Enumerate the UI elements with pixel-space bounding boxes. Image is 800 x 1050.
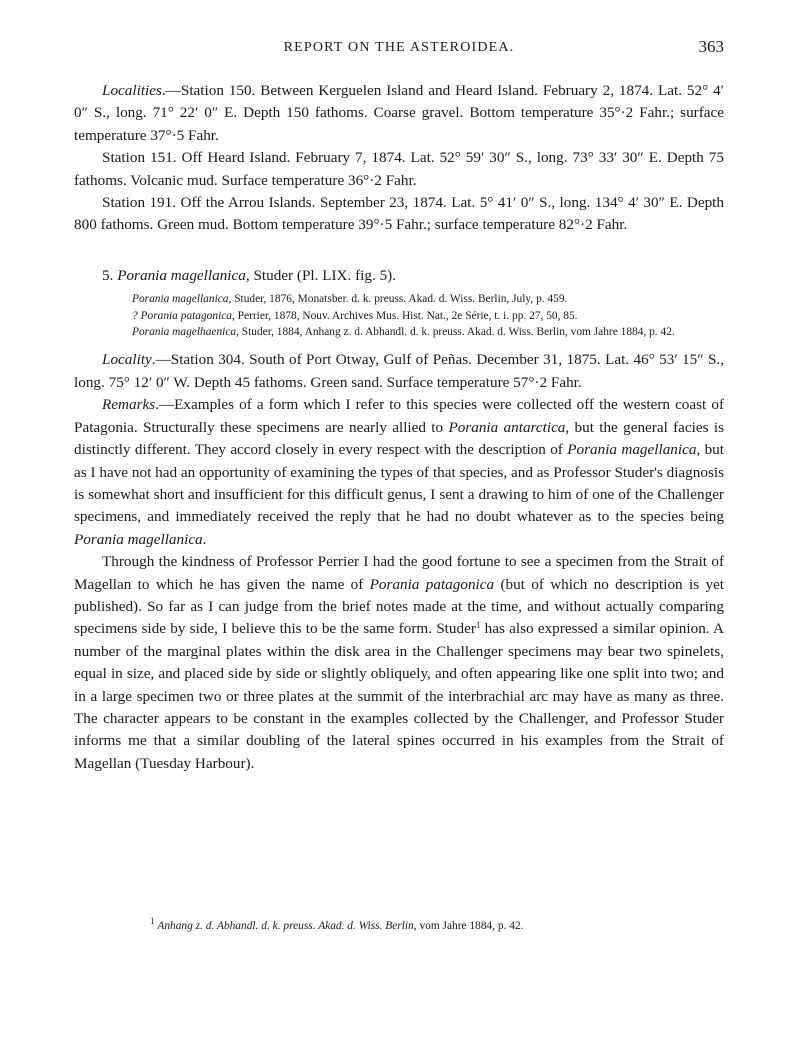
locality-text: .—Station 304. South of Port Otway, Gulf of Peñas. December 31, 1875. Lat. 46° 53′ 15″ S., long. 75° 12′ 0″ W. Depth 45 fathoms. Green sand. Surface temperature 57°·2 Fahr. bbox=[74, 351, 724, 391]
footnote-citation: Anhang z. d. Abhandl. d. k. preuss. Akad. d. Wiss. Berlin bbox=[157, 920, 414, 932]
section-gap bbox=[74, 237, 724, 265]
synonymy-list bbox=[74, 291, 724, 340]
remarks-label: Remarks bbox=[102, 396, 156, 414]
species-number: 5. bbox=[102, 266, 114, 284]
locality-label: Locality bbox=[102, 351, 152, 369]
species-authority: , Studer (Pl. LIX. fig. 5). bbox=[245, 266, 397, 284]
synonym-citation: , Studer, 1876, Monatsber. d. k. preuss. Akad. d. Wiss. Berlin, July, p. 459. bbox=[228, 293, 568, 306]
locality-paragraph bbox=[74, 349, 724, 394]
remarks-text: , but the general facies is distinctly different. They accord closely in every respect with the description of bbox=[74, 418, 724, 459]
taxon-name: Porania magellanica bbox=[74, 530, 203, 548]
station-151-paragraph bbox=[74, 147, 724, 192]
station-191-text: Station 191. Off the Arrou Islands. September 23, 1874. Lat. 5° 41′ 0″ S., long. 134° 4′ 30″ E. Depth 800 fathoms. Green mud. Bottom temperature 39°·5 Fahr.; surface temperature 82°·2 Fahr. bbox=[74, 194, 724, 234]
synonymy-entry bbox=[132, 308, 720, 324]
species-name: Porania magellanica bbox=[117, 266, 246, 284]
page-number: 363 bbox=[698, 37, 724, 56]
running-head-title: REPORT ON THE ASTEROIDEA. bbox=[283, 40, 515, 55]
synonym-citation: , Studer, 1884, Anhang z. d. Abhandl. d. k. preuss. Akad. d. Wiss. Berlin, vom Jahre 1884, p. 42. bbox=[236, 326, 675, 339]
remarks-text: .—Examples of a form which I refer to this species were collected off the western coast of Patagonia. Structurally these specimens are nearly allied to bbox=[74, 396, 724, 436]
station-150-text: .—Station 150. Between Kerguelen Island and Heard Island. February 2, 1874. Lat. 52° 4′ 0″ S., long. 71° 22′ 0″ E. Depth 150 fathoms. Coarse gravel. Bottom temperature 35°·2 Fahr.; surface temperature 37°·5 Fahr. bbox=[74, 82, 724, 144]
remarks-text: Through the kindness of Professor Perrier I had the good fortune to see a specimen from the Strait of Magellan to which he has given the name of bbox=[74, 553, 724, 593]
synonym-name: Porania magellanica bbox=[132, 293, 229, 306]
taxon-name: Porania antarctica bbox=[448, 418, 566, 436]
station-191-paragraph bbox=[74, 192, 724, 237]
synonym-citation: , Perrier, 1878, Nouv. Archives Mus. Hist. Nat., 2e Série, t. i. pp. 27, 50, 85. bbox=[231, 309, 578, 322]
synonym-name: ? Porania patagonica bbox=[132, 309, 232, 322]
remarks-text: has also expressed a similar opinion. A number of the marginal plates within the disk area in the Challenger specimens may bear two spinelets, equal in size, and placed side by side or slightly obliquely, and often appearing like one split into two; and in a large specimen two or three plates at the summit of the interbrachial arc may have as many as three. The character appears to be constant in the examples collected by the Challenger, and Professor Studer informs me that a similar doubling of the lateral spines occurred in his examples from the Strait of Magellan (Tuesday Harbour). bbox=[74, 620, 724, 772]
footnote-reference[interactable]: 1 bbox=[475, 620, 481, 631]
localities-label: Localities bbox=[102, 82, 162, 99]
localities-paragraph bbox=[74, 80, 724, 147]
taxon-name: Porania patagonica bbox=[369, 575, 495, 593]
synonym-name: Porania magelhaenica bbox=[132, 326, 237, 339]
footnote-marker: 1 bbox=[150, 916, 155, 926]
remarks-text: . bbox=[202, 530, 207, 548]
remarks-text: (but of which no description is yet published). So far as I can judge from the brief notes made at the time, and without actually comparing specimens side by side, I believe this to be the same form. Studer bbox=[74, 575, 724, 638]
taxon-name: Porania magellanica bbox=[567, 441, 697, 459]
remarks-text: , but as I have not had an opportunity of examining the types of that species, and as Professor Studer's diagnosis is somewhat short and insufficient for this difficult genus, I sent a drawing to him of one of the Challenger specimens, and immediately received the reply that he had no doubt whatever as to the species being bbox=[74, 441, 724, 526]
body-text bbox=[74, 80, 724, 775]
footnote bbox=[150, 918, 710, 934]
remarks-paragraph-2 bbox=[74, 551, 724, 775]
running-head bbox=[74, 37, 724, 64]
footnote-tail: , vom Jahre 1884, p. 42. bbox=[413, 920, 524, 932]
synonymy-entry bbox=[132, 291, 720, 307]
station-151-text: Station 151. Off Heard Island. February 7, 1874. Lat. 52° 59′ 30″ S., long. 73° 33′ 30″ E. Depth 75 fathoms. Volcanic mud. Surface temperature 36°·2 Fahr. bbox=[74, 149, 724, 189]
synonymy-entry bbox=[132, 324, 720, 340]
species-heading bbox=[74, 265, 724, 287]
remarks-paragraph-1 bbox=[74, 394, 724, 551]
